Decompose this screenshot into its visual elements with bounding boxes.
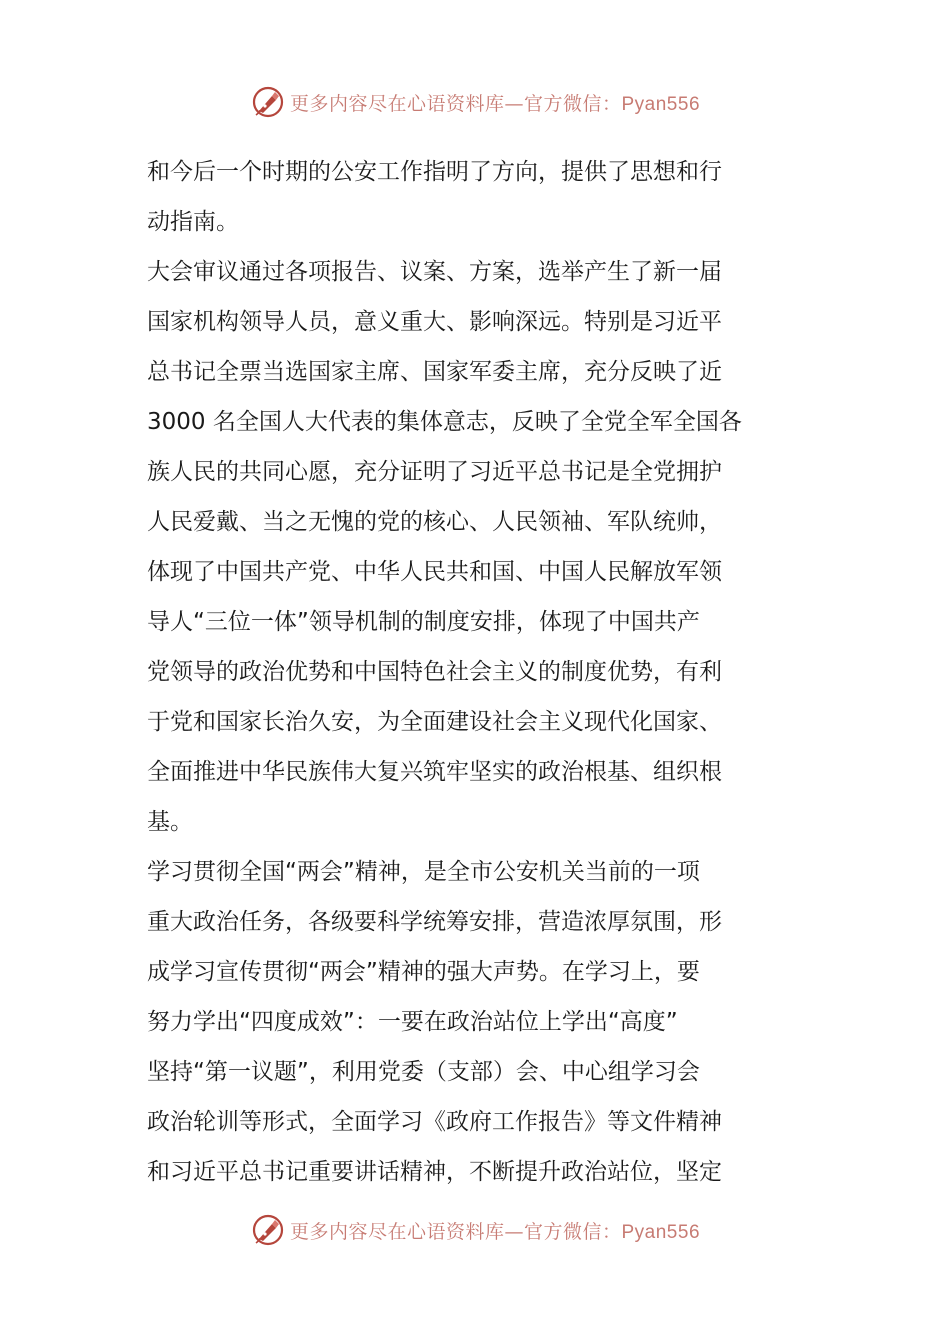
text-line: 基。	[147, 809, 193, 835]
text-line: 党领导的政治优势和中国特色社会主义的制度优势，有利	[147, 659, 722, 685]
text-line: 全面推进中华民族伟大复兴筑牢坚实的政治根基、组织根	[147, 759, 722, 785]
text-line: 导人“三位一体”领导机制的制度安排，体现了中国共产	[147, 609, 700, 635]
text-line: 总书记全票当选国家主席、国家军委主席，充分反映了近	[147, 359, 722, 385]
text-line: 动指南。	[147, 209, 239, 235]
text-line: 于党和国家长治久安，为全面建设社会主义现代化国家、	[147, 709, 722, 735]
header-banner-text: 更多内容尽在心语资料库—官方微信：Pyan556	[289, 92, 701, 115]
text-line: 学习贯彻全国“两会”精神，是全市公安机关当前的一项	[147, 859, 700, 885]
text-line: 重大政治任务，各级要科学统筹安排，营造浓厚氛围，形	[147, 909, 722, 935]
text-line: 坚持“第一议题”，利用党委（支部）会、中心组学习会	[147, 1059, 700, 1085]
text-line: 和习近平总书记重要讲话精神，不断提升政治站位，坚定	[147, 1159, 722, 1185]
text-line: 和今后一个时期的公安工作指明了方向，提供了思想和行	[147, 159, 722, 185]
text-line: 族人民的共同心愿，充分证明了习近平总书记是全党拥护	[147, 459, 722, 485]
footer-banner	[0, 1210, 950, 1250]
pen-nib-icon	[250, 84, 286, 120]
text-line: 大会审议通过各项报告、议案、方案，选举产生了新一届	[147, 259, 722, 285]
text-line: 国家机构领导人员，意义重大、影响深远。特别是习近平	[147, 309, 722, 335]
header-banner	[0, 82, 950, 122]
document-body	[147, 147, 807, 1197]
wechat-id: Pyan556	[621, 1221, 701, 1243]
pen-nib-icon	[250, 1212, 286, 1248]
wechat-id: Pyan556	[621, 93, 701, 115]
text-line: 成学习宣传贯彻“两会”精神的强大声势。在学习上，要	[147, 959, 700, 985]
text-line: 政治轮训等形式，全面学习《政府工作报告》等文件精神	[147, 1109, 722, 1135]
text-line: 人民爱戴、当之无愧的党的核心、人民领袖、军队统帅，	[147, 509, 722, 535]
text-line: 3000 名全国人大代表的集体意志，反映了全党全军全国各	[147, 409, 742, 435]
text-line: 体现了中国共产党、中华人民共和国、中国人民解放军领	[147, 559, 722, 585]
footer-banner-text: 更多内容尽在心语资料库—官方微信：Pyan556	[289, 1220, 701, 1243]
text-line: 努力学出“四度成效”：一要在政治站位上学出“高度”	[147, 1009, 678, 1035]
